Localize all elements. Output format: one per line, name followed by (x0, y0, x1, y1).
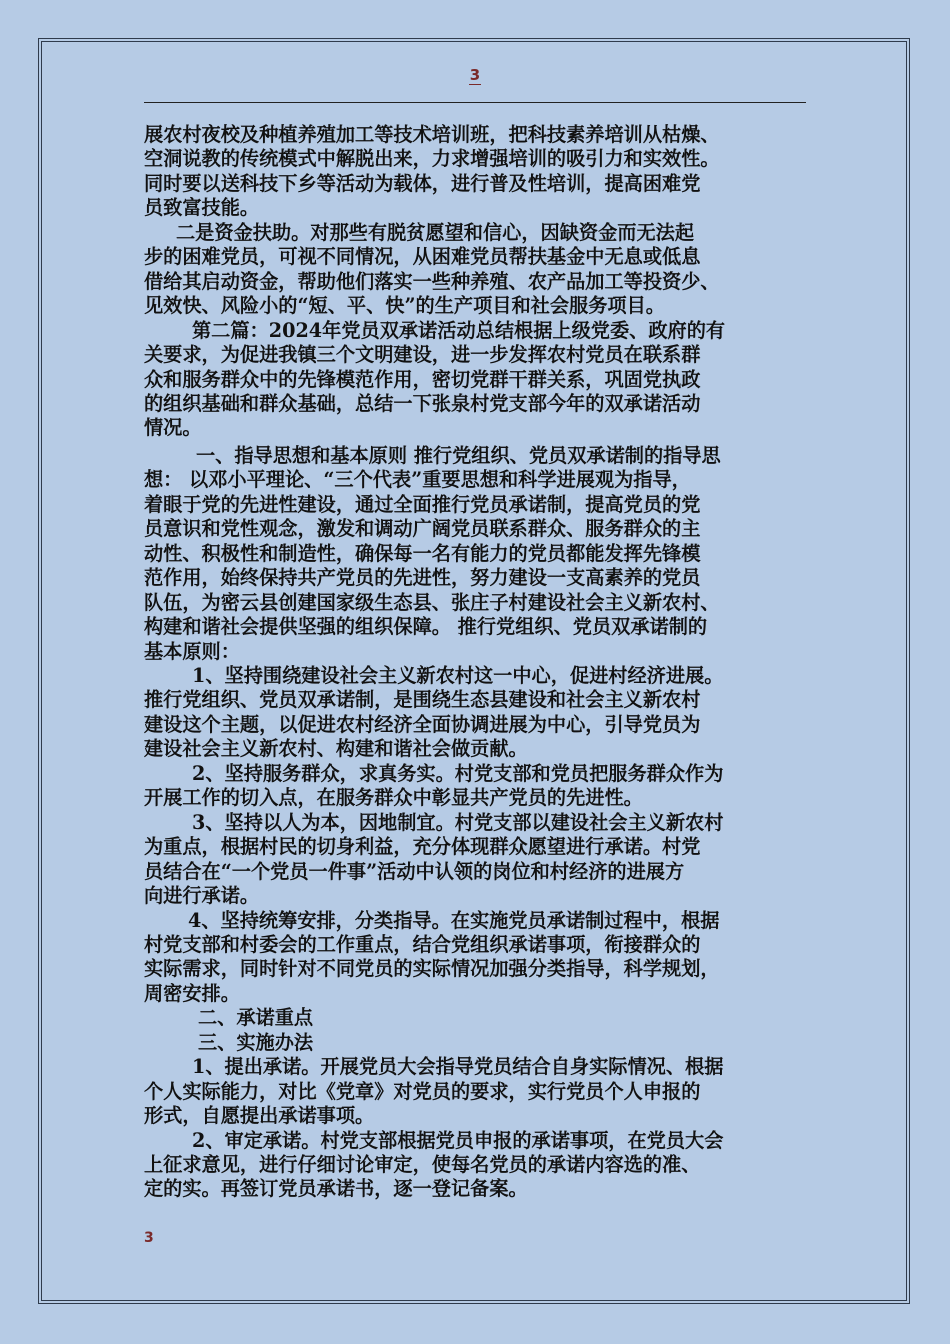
text-line: 的组织基础和群众基础，总结一下张泉村党支部今年的双承诺活动 (144, 391, 701, 415)
footer-page-number: 3 (144, 1230, 154, 1246)
text-line: 展农村夜校及种植养殖加工等技术培训班，把科技素养培训从枯燥、 (144, 123, 720, 146)
text-line: 队伍，为密云县创建国家级生态县、张庄子村建设社会主义新农村、 (144, 590, 720, 614)
text-line: 个人实际能力，对比《党章》对党员的要求，实行党员个人申报的 (144, 1079, 701, 1103)
header-page-number (0, 66, 950, 84)
text-line: 形式，自愿提出承诺事项。 (144, 1104, 375, 1128)
text-line: 2、坚持服务群众，求真务实。村党支部和党员把服务群众作为 (192, 761, 724, 785)
text-line: 员致富技能。 (144, 196, 260, 220)
text-line: 向进行承诺。 (144, 884, 260, 908)
text-line: 基本原则： (144, 639, 240, 663)
text-line: 员意识和党性观念，激发和调动广阔党员联系群众、服务群众的主 (144, 517, 701, 541)
text-line: 构建和谐社会提供坚强的组织保障。 推行党组织、党员双承诺制的 (144, 615, 708, 639)
text-line: 范作用，始终保持共产党员的先进性，努力建设一支高素养的党员 (144, 566, 701, 590)
text-line: 1、提出承诺。开展党员大会指导党员结合自身实际情况、根据 (192, 1055, 724, 1079)
text-line: 二、承诺重点 (198, 1006, 314, 1030)
text-line: 推行党组织、党员双承诺制，是围绕生态县建设和社会主义新农村 (144, 688, 701, 712)
text-line: 2、审定承诺。村党支部根据党员申报的承诺事项，在党员大会 (192, 1128, 724, 1152)
text-line: 见效快、风险小的“短、平、快”的生产项目和社会服务项目。 (144, 294, 665, 318)
text-line: 着眼于党的先进性建设，通过全面推行党员承诺制，提高党员的党 (144, 492, 701, 516)
text-line: 二是资金扶助。对那些有脱贫愿望和信心，因缺资金而无法起 (176, 220, 695, 244)
text-line: 开展工作的切入点，在服务群众中彰显共产党员的先进性。 (144, 786, 643, 810)
text-line: 步的困难党员，可视不同情况，从困难党员帮扶基金中无息或低息 (144, 245, 701, 269)
text-line: 同时要以送科技下乡等活动为载体，进行普及性培训，提高困难党 (144, 171, 701, 195)
text-line: 想： 以邓小平理论、“三个代表”重要思想和科学进展观为指导， (144, 468, 691, 492)
document-body (144, 123, 820, 1202)
text-line: 上征求意见，进行仔细讨论审定，使每名党员的承诺内容选的准、 (144, 1153, 701, 1177)
text-line: 员结合在“一个党员一件事”活动中认领的岗位和村经济的进展方 (144, 859, 685, 883)
text-line: 周密安排。 (144, 981, 240, 1005)
header-page-number-text: 3 (469, 66, 481, 84)
text-line: 3、坚持以人为本，因地制宜。村党支部以建设社会主义新农村 (192, 810, 724, 834)
text-line: 实际需求，同时针对不同党员的实际情况加强分类指导，科学规划， (144, 957, 720, 981)
text-line: 关要求，为促进我镇三个文明建设，进一步发挥农村党员在联系群 (144, 343, 701, 367)
text-line: 村党支部和村委会的工作重点，结合党组织承诺事项，衔接群众的 (144, 932, 701, 956)
text-line: 定的实。再签订党员承诺书，逐一登记备案。 (144, 1177, 528, 1201)
text-line: 三、实施办法 (198, 1030, 314, 1054)
text-line: 情况。 (144, 416, 202, 440)
text-line: 建设社会主义新农村、构建和谐社会做贡献。 (144, 737, 528, 761)
text-line: 为重点，根据村民的切身利益，充分体现群众愿望进行承诺。村党 (144, 835, 701, 859)
text-line: 动性、积极性和制造性，确保每一名有能力的党员都能发挥先锋模 (144, 541, 701, 565)
text-line: 众和服务群众中的先锋模范作用，密切党群干群关系，巩固党执政 (144, 367, 701, 391)
text-line: 空洞说教的传统模式中解脱出来，力求增强培训的吸引力和实效性。 (144, 147, 720, 171)
text-line: 4、坚持统筹安排，分类指导。在实施党员承诺制过程中，根据 (188, 908, 720, 932)
text-line: 一、指导思想和基本原则 推行党组织、党员双承诺制的指导思 (196, 443, 721, 467)
text-line: 建设这个主题，以促进农村经济全面协调进展为中心，引导党员为 (144, 712, 701, 736)
text-line: 1、坚持围绕建设社会主义新农村这一中心，促进村经济进展。 (192, 663, 724, 687)
header-rule (144, 102, 806, 103)
text-line: 借给其启动资金，帮助他们落实一些种养殖、农产品加工等投资少、 (144, 269, 720, 293)
text-line: 第二篇：2024年党员双承诺活动总结根据上级党委、政府的有 (192, 318, 726, 342)
